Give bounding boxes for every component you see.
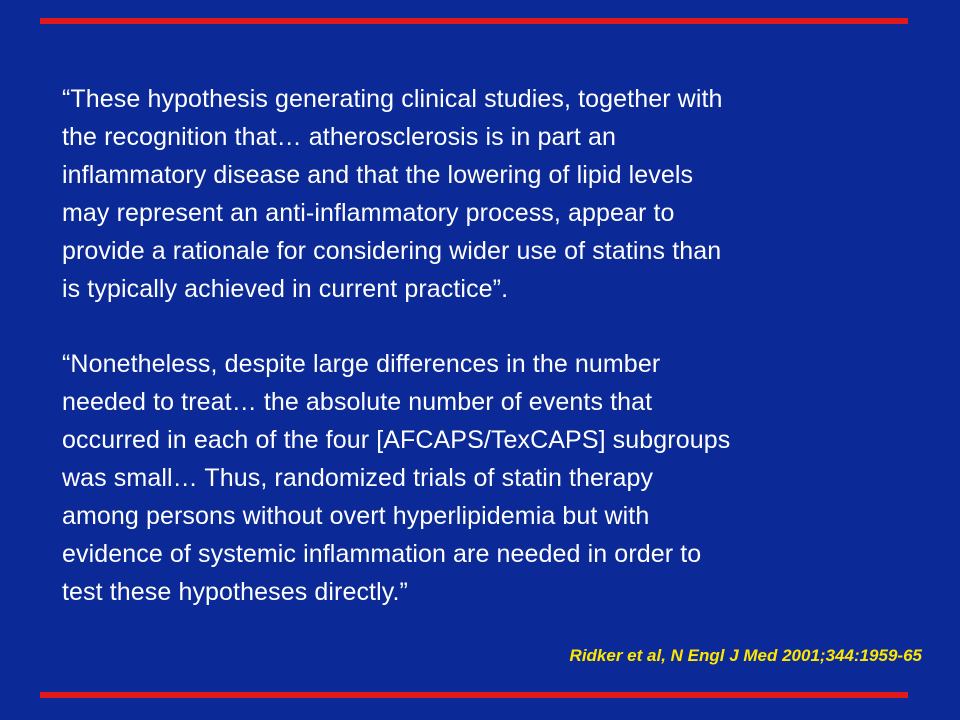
citation-reference: Ridker et al, N Engl J Med 2001;344:1959-65 xyxy=(569,646,922,665)
quote-paragraph-2: “Nonetheless, despite large differences in the number needed to treat… the absolute number of events that occurred in each of the four [AFCAPS/TexCAPS] subgroups was small… Thus, randomized trials of statin therapy among persons without overt hyperlipidemia but with evidence of systemic inflammation are needed in order to test these hypotheses directly.” xyxy=(62,350,731,606)
top-divider-line xyxy=(40,18,908,24)
bottom-divider-line xyxy=(40,692,908,698)
quote-paragraph-1: “These hypothesis generating clinical studies, together with the recognition that… atherosclerosis is in part an inflammatory disease and that the lowering of lipid levels may represent an anti-inflammatory process, appear to provide a rationale for considering wider use of statins than is typically achieved in current practice”. xyxy=(62,85,723,303)
